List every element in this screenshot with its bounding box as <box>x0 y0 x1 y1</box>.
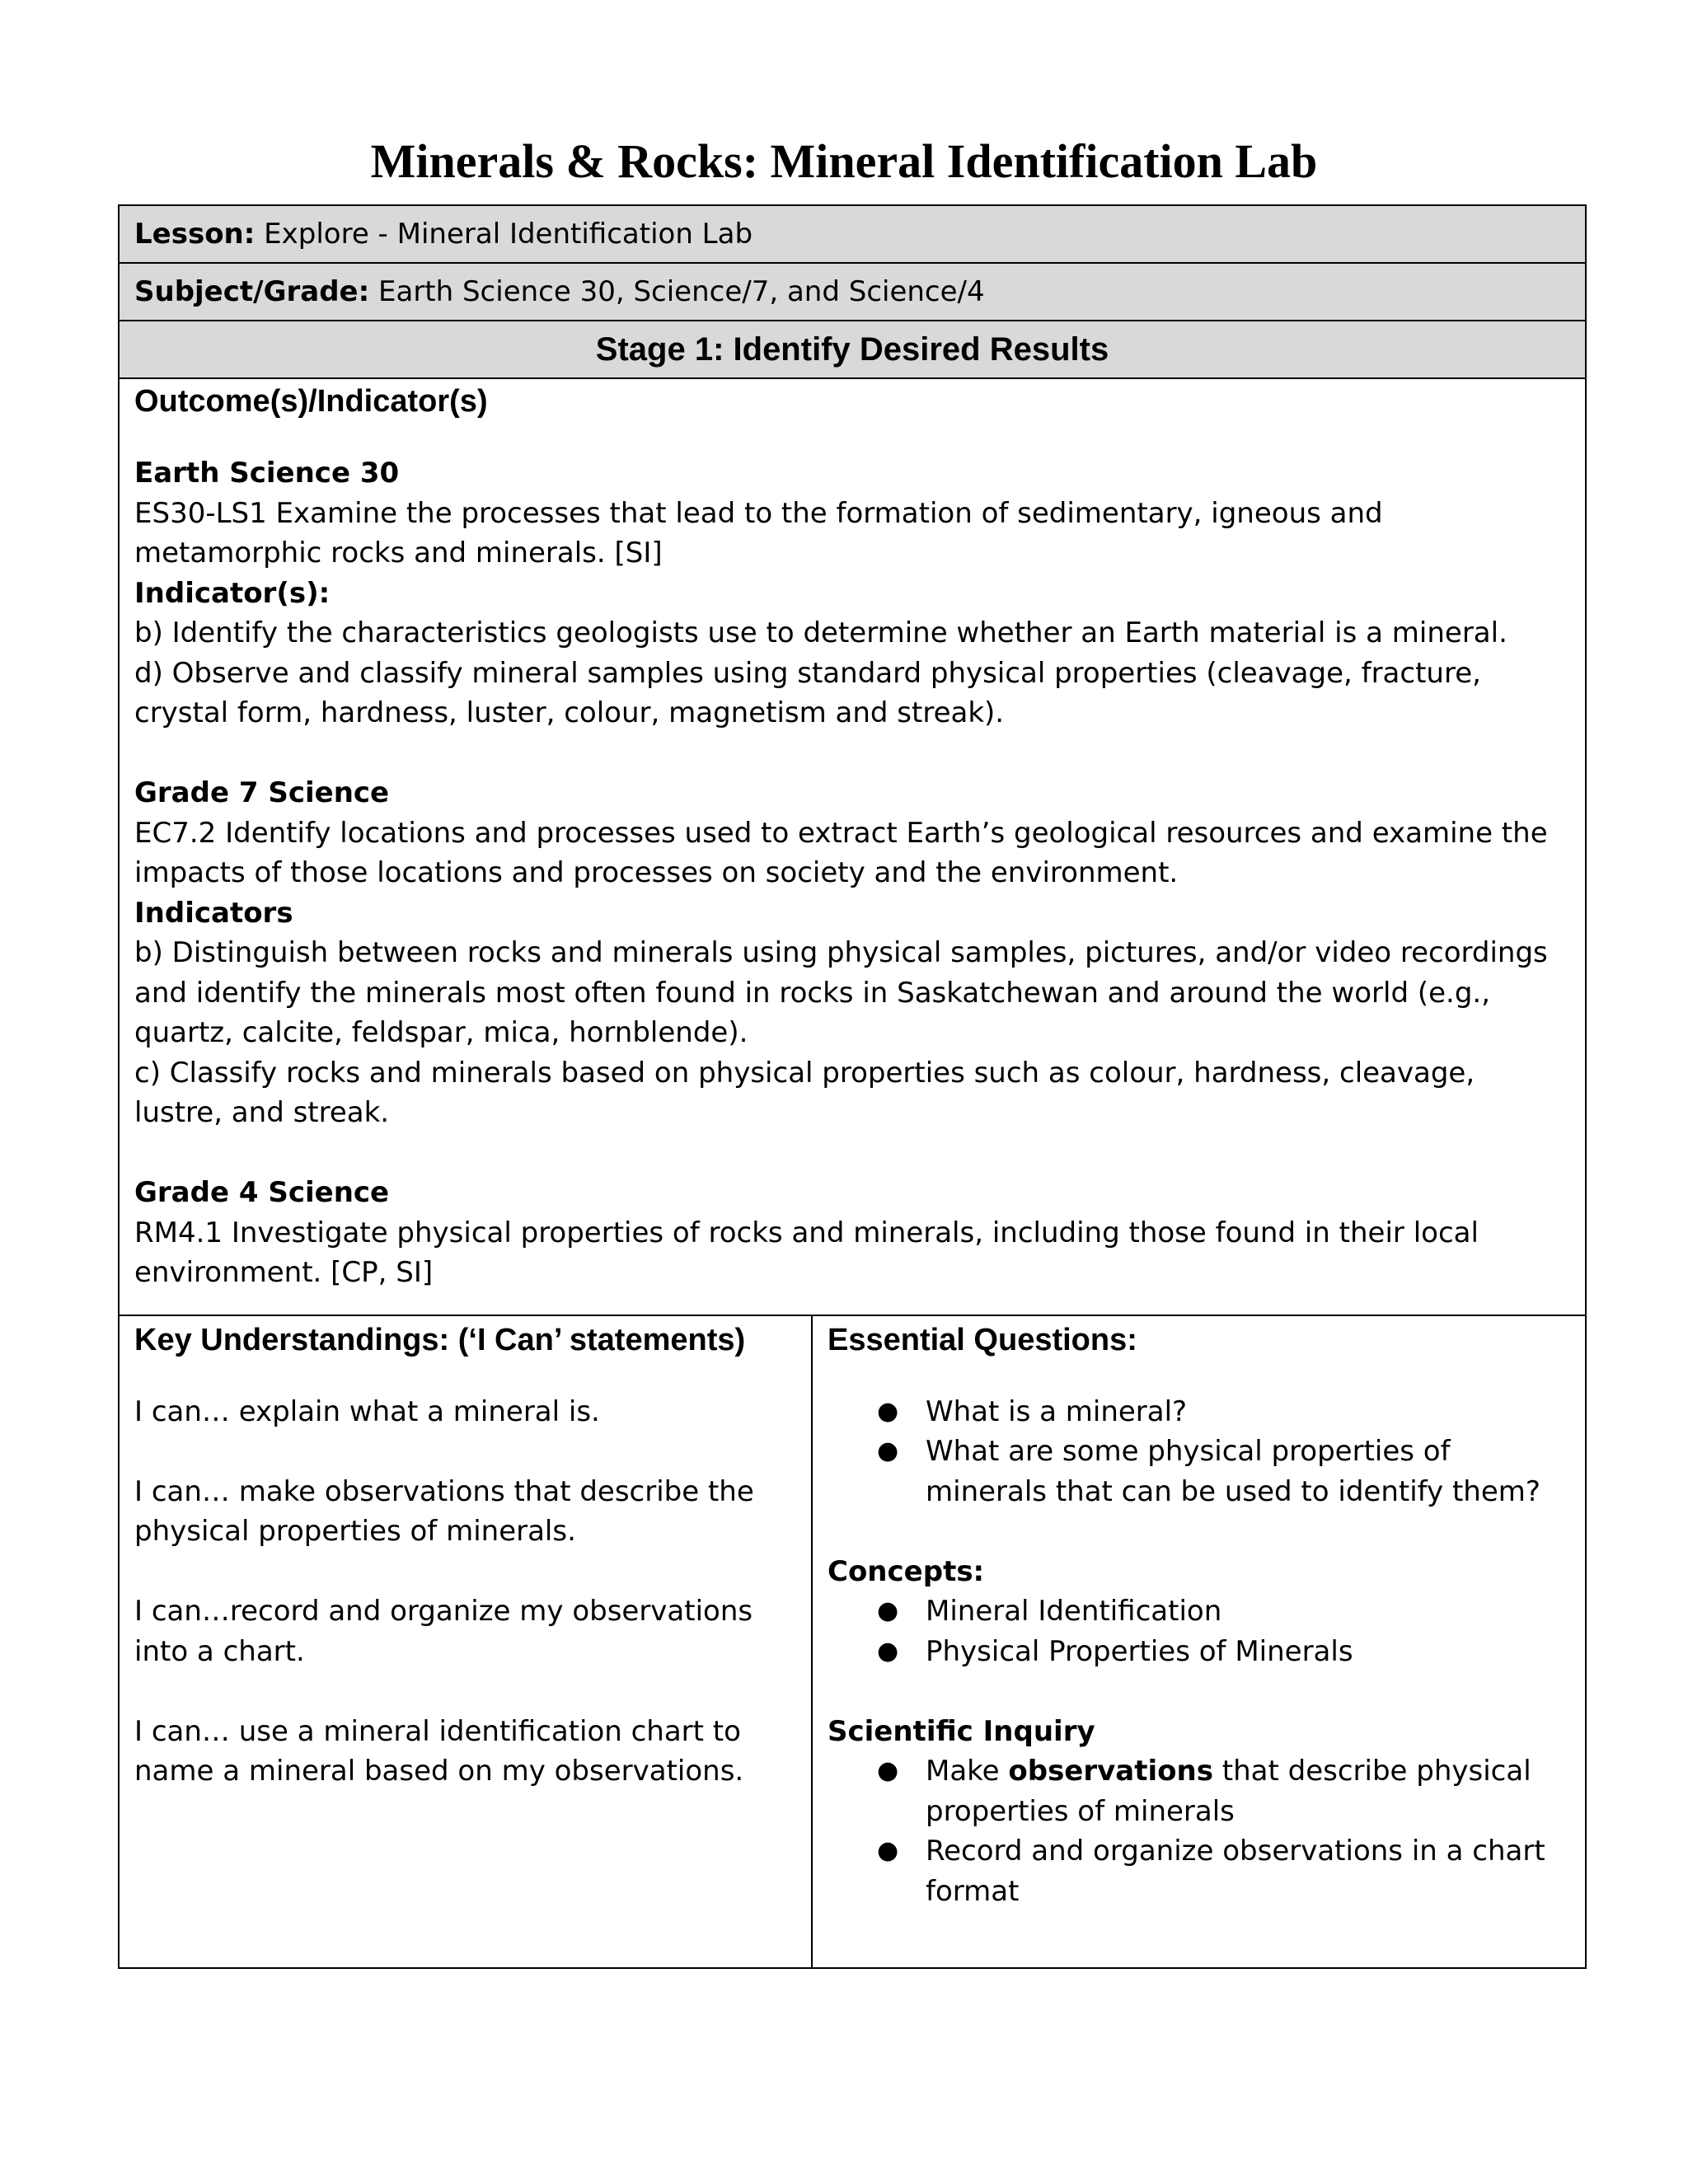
i-can-statement: I can…record and organize my observations into a chart. <box>134 1595 753 1668</box>
earth-science-30-indicator-b: b) Identify the characteristics geologists use to determine whether an Earth material is a mineral. <box>134 616 1507 649</box>
bullet-icon: ● <box>877 1396 899 1426</box>
list-item <box>828 1831 1570 1911</box>
i-can-statement: I can… make observations that describe the physical properties of minerals. <box>134 1474 754 1548</box>
inquiry-text-pre: Make <box>926 1755 1009 1788</box>
essential-questions-list <box>828 1392 1570 1512</box>
concepts-label: Concepts: <box>828 1554 985 1588</box>
essential-question: What is a mineral? <box>926 1394 1188 1428</box>
concepts-list <box>828 1591 1570 1671</box>
grade-7-science-outcome: EC7.2 Identify locations and processes used to extract Earth’s geological resources and examine the impacts of those locations and processes on society and the environment. <box>134 816 1548 889</box>
subject-grade-row <box>119 263 1586 321</box>
document-title: Minerals & Rocks: Mineral Identification Lab <box>370 134 1318 188</box>
scientific-inquiry-list <box>828 1751 1570 1911</box>
bullet-icon: ● <box>877 1436 899 1465</box>
list-item <box>828 1392 1570 1432</box>
earth-science-30-heading: Earth Science 30 <box>134 457 400 490</box>
list-item <box>828 1591 1570 1632</box>
grade-4-science-outcome: RM4.1 Investigate physical properties of rocks and minerals, including those found in their local environment. [CP, SI] <box>134 1216 1479 1289</box>
bullet-icon: ● <box>877 1636 899 1666</box>
essential-question: What are some physical properties of minerals that can be used to identify them? <box>926 1435 1540 1508</box>
lesson-value: Explore - Mineral Identification Lab <box>255 218 753 251</box>
lesson-row <box>119 205 1586 263</box>
bullet-icon: ● <box>877 1756 899 1785</box>
essential-questions-cell <box>812 1315 1586 1968</box>
scientific-inquiry-label: Scientific Inquiry <box>828 1714 1095 1748</box>
outcomes-heading: Outcome(s)/Indicator(s) <box>134 384 488 419</box>
inquiry-text-post: that describe physical properties of minerals <box>926 1755 1531 1828</box>
outcomes-cell <box>119 378 1586 1315</box>
i-can-statement: I can… explain what a mineral is. <box>134 1394 600 1428</box>
concept: Mineral Identification <box>926 1595 1222 1628</box>
earth-science-30-indicators-label: Indicator(s): <box>134 576 331 610</box>
lesson-label: Lesson: <box>134 218 256 251</box>
bullet-icon: ● <box>877 1596 899 1625</box>
list-item <box>828 1432 1570 1511</box>
essential-questions-heading: Essential Questions: <box>828 1322 1137 1357</box>
key-understandings-cell <box>119 1315 812 1968</box>
lesson-plan-table <box>118 204 1587 1969</box>
grade-7-science-indicators-label: Indicators <box>134 896 293 930</box>
inquiry-keyword: observations <box>1008 1755 1213 1788</box>
stage1-heading: Stage 1: Identify Desired Results <box>119 321 1586 378</box>
earth-science-30-indicator-d: d) Observe and classify mineral samples using standard physical properties (cleavage, fracture, crystal form, hardness, luster, colour, magnetism and streak). <box>134 656 1481 729</box>
list-item <box>828 1632 1570 1672</box>
key-understandings-heading: Key Understandings: (‘I Can’ statements) <box>134 1322 746 1357</box>
subject-grade-label: Subject/Grade: <box>134 275 370 308</box>
i-can-statement: I can… use a mineral identification chart to name a mineral based on my observations. <box>134 1714 744 1788</box>
subject-grade-value: Earth Science 30, Science/7, and Science/4 <box>369 275 985 308</box>
concept: Physical Properties of Minerals <box>926 1634 1353 1668</box>
grade-7-science-indicator-b: b) Distinguish between rocks and minerals using physical samples, pictures, and/or video recordings and identify the minerals most often found in rocks in Saskatchewan and around the world (e.g., quartz, calcite, feldspar, mica, hornblende). <box>134 936 1548 1049</box>
grade-4-science-heading: Grade 4 Science <box>134 1176 390 1209</box>
list-item <box>828 1751 1570 1831</box>
earth-science-30-outcome: ES30-LS1 Examine the processes that lead to the formation of sedimentary, igneous and metamorphic rocks and minerals. [SI] <box>134 496 1383 569</box>
inquiry-item: Record and organize observations in a chart format <box>926 1835 1545 1908</box>
bullet-icon: ● <box>877 1836 899 1865</box>
grade-7-science-heading: Grade 7 Science <box>134 776 390 809</box>
grade-7-science-indicator-c: c) Classify rocks and minerals based on physical properties such as colour, hardness, cleavage, lustre, and streak. <box>134 1056 1475 1129</box>
